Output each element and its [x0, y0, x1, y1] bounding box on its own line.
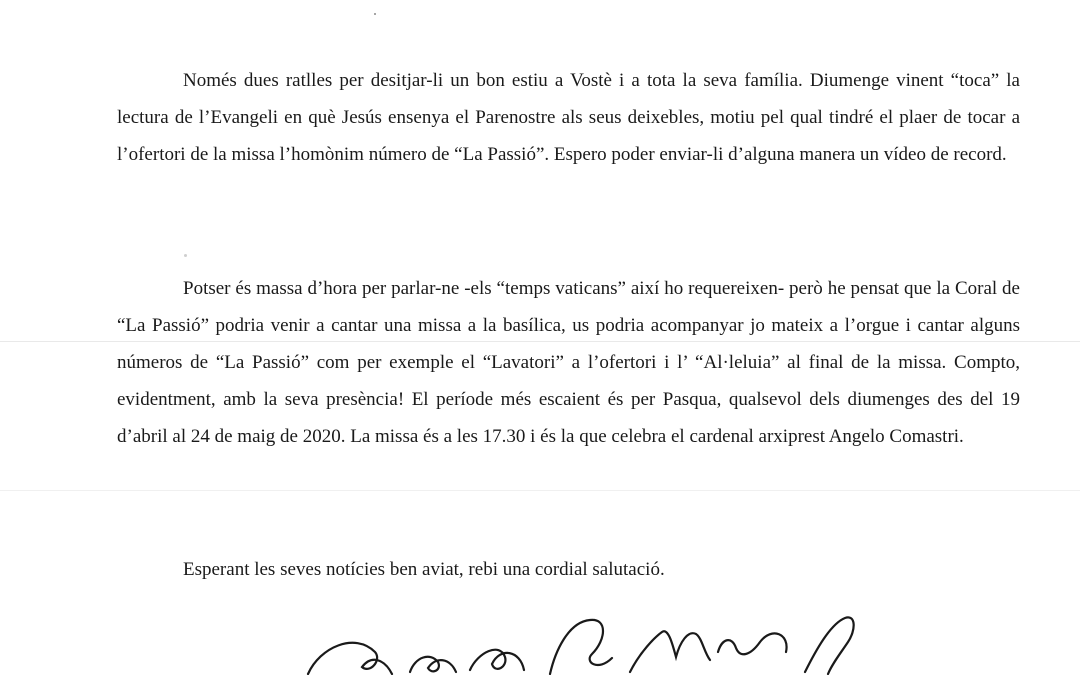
scan-line [0, 490, 1080, 491]
scan-speck [184, 254, 187, 257]
letter-closing-salutation: Esperant les seves notícies ben aviat, rebi una cordial salutació. [183, 559, 665, 580]
scan-speck [374, 13, 376, 15]
letter-paragraph-choir-proposal: Potser és massa d’hora per parlar-ne -els “temps vaticans” així ho requereixen- però he pensat que la Coral de “La Passió” podria venir a cantar una missa a la basílica, us podria acompanyar jo mateix a l’orgue i cantar alguns números de “La Passió” com per exemple el “Lavatori” a l’ofertori i l’ “Al·leluia” al final de la missa. Compto, evidentment, amb la seva presència! El període més escaient és per Pasqua, qualsevol dels diumenges des del 19 d’abril al 24 de maig de 2020. La missa és a les 17.30 i és la que celebra el cardenal arxiprest Angelo Comastri. [117, 278, 1020, 447]
letter-paragraph-summer-wishes: Només dues ratlles per desitjar-li un bon estiu a Vostè i a tota la seva família. Diumenge vinent “toca” la lectura de l’Evangeli en què Jesús ensenya el Parenostre als seus deixebles, motiu pel qual tindré el plaer de tocar a l’ofertori de la missa l’homònim número de “La Passió”. Espero poder enviar-li d’alguna manera un vídeo de record. [117, 70, 1020, 165]
handwritten-signature [300, 612, 860, 675]
